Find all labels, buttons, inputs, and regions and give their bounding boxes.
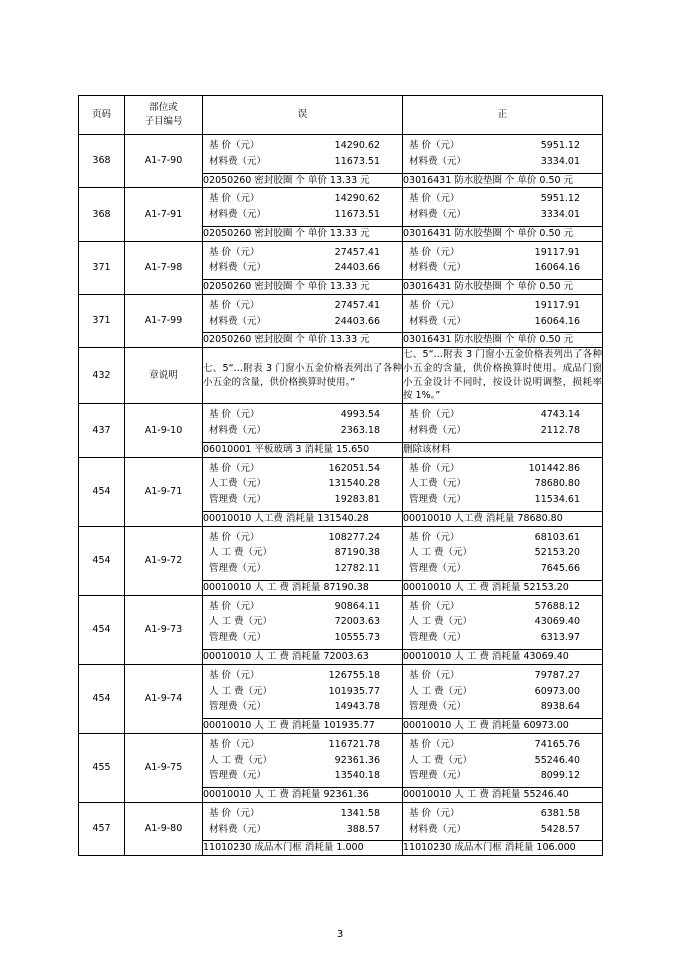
- right-values: [403, 527, 602, 580]
- cell-wrong-values: [203, 294, 403, 333]
- value-label: 基 价（元）: [409, 807, 460, 819]
- cell-right-values: [403, 526, 603, 580]
- value-label: 基 价（元）: [209, 140, 260, 151]
- value-label: 人 工 费（元）: [409, 616, 473, 628]
- cell-code: A1-9-80: [125, 802, 203, 855]
- value-amount: 3334.01: [540, 155, 580, 167]
- value-line: [403, 245, 602, 261]
- value-label: 基 价（元）: [209, 299, 260, 311]
- value-amount: 72003.63: [334, 616, 380, 628]
- value-line: [203, 138, 402, 154]
- value-amount: 4743.14: [540, 409, 580, 421]
- cell-right-material: 03016431 防水胶垫圈 个 单价 0.50 元: [403, 280, 603, 295]
- cell-right-values: [403, 802, 603, 841]
- value-amount: 14290.62: [334, 140, 380, 151]
- value-label: 基 价（元）: [409, 738, 460, 750]
- cell-code: A1-7-99: [125, 294, 203, 347]
- value-line: [203, 260, 402, 276]
- cell-code: A1-9-74: [125, 664, 203, 733]
- cell-right-values: [403, 135, 603, 174]
- value-label: 基 价（元）: [209, 600, 260, 612]
- value-amount: 10555.73: [334, 632, 380, 644]
- value-line: [203, 699, 402, 715]
- cell-right-note: 七、5“…附表 3 门窗小五金价格表列出了各种小五金的含量，供价格换算时使用。成品门窗小五金设计不同时，按设计说明调整，损耗率按 1%。”: [403, 348, 603, 404]
- value-label: 材料费（元）: [209, 425, 267, 437]
- value-amount: 78680.80: [534, 478, 580, 490]
- right-values: [403, 665, 602, 718]
- value-line: [203, 476, 402, 492]
- value-label: 人 工 费（元）: [209, 754, 273, 766]
- value-amount: 6313.97: [540, 632, 580, 644]
- value-line: [203, 561, 402, 577]
- wrong-values: [203, 596, 402, 649]
- cell-wrong-values: [203, 241, 403, 280]
- value-label: 材料费（元）: [409, 315, 467, 327]
- header-page: 页码: [79, 96, 125, 135]
- cell-wrong-values: [203, 526, 403, 580]
- cell-code: A1-7-98: [125, 241, 203, 294]
- cell-wrong-values: [203, 802, 403, 841]
- value-amount: 92361.36: [334, 754, 380, 766]
- cell-right-values: [403, 404, 603, 443]
- cell-right-material: 03016431 防水胶垫圈 个 单价 0.50 元: [403, 226, 603, 241]
- value-line: [403, 314, 602, 330]
- value-label: 管理费（元）: [209, 563, 267, 575]
- value-label: 管理费（元）: [409, 701, 467, 713]
- value-amount: 24403.66: [334, 262, 380, 274]
- cell-page: 371: [79, 241, 125, 294]
- value-line: [203, 245, 402, 261]
- value-label: 人 工 费（元）: [209, 616, 273, 628]
- wrong-values: [203, 135, 402, 173]
- cell-wrong-material: 00010010 人 工 费 消耗量 87190.38: [203, 580, 403, 595]
- value-label: 材料费（元）: [409, 425, 467, 437]
- header-code: [125, 96, 203, 135]
- value-label: 材料费（元）: [209, 823, 267, 835]
- value-amount: 2112.78: [540, 425, 580, 437]
- right-values: [403, 404, 602, 442]
- value-line: [403, 461, 602, 477]
- value-line: [403, 561, 602, 577]
- value-line: [203, 407, 402, 423]
- value-label: 材料费（元）: [209, 209, 267, 221]
- value-label: 人 工 费（元）: [209, 547, 273, 559]
- cell-page: 454: [79, 595, 125, 664]
- value-label: 基 价（元）: [209, 193, 260, 205]
- value-line: [203, 599, 402, 615]
- cell-right-values: [403, 294, 603, 333]
- value-label: 基 价（元）: [409, 299, 460, 311]
- value-label: 管理费（元）: [209, 494, 267, 506]
- cell-code: A1-9-73: [125, 595, 203, 664]
- value-label: 管理费（元）: [409, 770, 467, 782]
- value-amount: 13540.18: [334, 770, 380, 782]
- value-amount: 5951.12: [540, 140, 580, 151]
- right-values: [403, 803, 602, 841]
- cell-page: 371: [79, 294, 125, 347]
- value-line: [403, 492, 602, 508]
- value-line: [203, 298, 402, 314]
- header-right: 正: [403, 96, 603, 135]
- value-line: [403, 737, 602, 753]
- value-label: 基 价（元）: [409, 531, 460, 543]
- table-row: [79, 188, 603, 227]
- header-wrong: 误: [203, 96, 403, 135]
- cell-wrong-material: 06010001 平板玻璃 3 消耗量 15.650: [203, 442, 403, 457]
- value-line: [403, 699, 602, 715]
- cell-wrong-material: 02050260 密封胶圈 个 单价 13.33 元: [203, 333, 403, 348]
- value-amount: 8938.64: [540, 701, 580, 713]
- value-amount: 60973.00: [534, 685, 580, 697]
- value-amount: 3334.01: [540, 209, 580, 221]
- value-label: 基 价（元）: [409, 140, 460, 151]
- table-row: [79, 802, 603, 841]
- value-line: [203, 530, 402, 546]
- cell-right-values: [403, 241, 603, 280]
- cell-page: 368: [79, 188, 125, 241]
- value-label: 基 价（元）: [209, 531, 260, 543]
- cell-wrong-values: [203, 188, 403, 227]
- wrong-values: [203, 803, 402, 841]
- cell-code: A1-7-90: [125, 135, 203, 188]
- value-line: [403, 191, 602, 207]
- table-row: [79, 595, 603, 649]
- value-label: 基 价（元）: [409, 246, 460, 258]
- value-amount: 43069.40: [534, 616, 580, 628]
- value-line: [203, 630, 402, 646]
- value-amount: 11673.51: [334, 209, 380, 221]
- wrong-values: [203, 734, 402, 787]
- cell-page: 432: [79, 348, 125, 404]
- value-amount: 1341.58: [340, 807, 380, 819]
- value-line: [403, 630, 602, 646]
- value-label: 基 价（元）: [209, 669, 260, 681]
- value-line: [203, 737, 402, 753]
- value-amount: 8099.12: [540, 770, 580, 782]
- cell-right-material: 11010230 成品木门框 消耗量 106.000: [403, 841, 603, 856]
- cell-wrong-material: 00010010 人工费 消耗量 131540.28: [203, 511, 403, 526]
- value-line: [403, 753, 602, 769]
- value-line: [203, 545, 402, 561]
- wrong-values: [203, 458, 402, 511]
- value-label: 管理费（元）: [409, 494, 467, 506]
- value-amount: 131540.28: [328, 478, 380, 490]
- value-line: [403, 684, 602, 700]
- cell-page: 454: [79, 526, 125, 595]
- value-amount: 24403.66: [334, 315, 380, 327]
- value-line: [403, 476, 602, 492]
- value-amount: 162051.54: [328, 462, 380, 474]
- value-line: [403, 298, 602, 314]
- value-amount: 14943.78: [334, 701, 380, 713]
- value-line: [203, 753, 402, 769]
- value-line: [403, 207, 602, 223]
- table-row: [79, 733, 603, 787]
- value-label: 基 价（元）: [209, 807, 260, 819]
- cell-right-material: 00010010 人 工 费 消耗量 43069.40: [403, 649, 603, 664]
- value-label: 人工费（元）: [209, 478, 267, 490]
- value-amount: 11673.51: [334, 155, 380, 167]
- wrong-values: [203, 295, 402, 333]
- header-code-line2: 子目编号: [144, 116, 183, 127]
- value-amount: 19117.91: [534, 299, 580, 311]
- cell-page: 457: [79, 802, 125, 855]
- right-values: [403, 295, 602, 333]
- errata-table: [78, 95, 603, 856]
- value-label: 管理费（元）: [209, 632, 267, 644]
- value-amount: 6381.58: [540, 807, 580, 819]
- value-line: [403, 154, 602, 170]
- value-amount: 11534.61: [534, 494, 580, 506]
- header-code-line1: 部位或: [149, 101, 178, 113]
- value-label: 人 工 费（元）: [409, 754, 473, 766]
- cell-wrong-material: 11010230 成品木门框 消耗量 1.000: [203, 841, 403, 856]
- cell-code: A1-7-91: [125, 188, 203, 241]
- value-label: 材料费（元）: [209, 155, 267, 167]
- cell-wrong-values: [203, 733, 403, 787]
- cell-page: 454: [79, 664, 125, 733]
- value-line: [203, 668, 402, 684]
- value-label: 材料费（元）: [409, 209, 467, 221]
- page-number: 3: [336, 929, 344, 940]
- value-line: [203, 806, 402, 822]
- cell-wrong-note: 七、5“…附表 3 门窗小五金价格表列出了各种小五金的含量，供价格换算时使用。”: [203, 348, 403, 404]
- right-values: [403, 242, 602, 280]
- value-line: [203, 423, 402, 439]
- value-amount: 74165.76: [534, 738, 580, 750]
- cell-wrong-values: [203, 404, 403, 443]
- cell-wrong-material: 02050260 密封胶圈 个 单价 13.33 元: [203, 280, 403, 295]
- cell-wrong-material: 02050260 密封胶圈 个 单价 13.33 元: [203, 226, 403, 241]
- value-amount: 87190.38: [334, 547, 380, 559]
- value-amount: 12782.11: [334, 563, 380, 575]
- header-row: [79, 96, 603, 135]
- value-label: 材料费（元）: [409, 823, 467, 835]
- value-amount: 16064.16: [534, 262, 580, 274]
- value-label: 人工费（元）: [409, 478, 467, 490]
- value-amount: 14290.62: [334, 193, 380, 205]
- value-line: [203, 191, 402, 207]
- value-label: 基 价（元）: [409, 600, 460, 612]
- cell-code: 章说明: [125, 348, 203, 404]
- value-line: [203, 768, 402, 784]
- value-label: 人 工 费（元）: [409, 685, 473, 697]
- value-amount: 4993.54: [340, 409, 380, 421]
- table-body: [79, 135, 603, 856]
- value-label: 材料费（元）: [409, 155, 467, 167]
- cell-right-values: [403, 188, 603, 227]
- cell-code: A1-9-75: [125, 733, 203, 802]
- value-amount: 27457.41: [334, 299, 380, 311]
- value-amount: 19117.91: [534, 246, 580, 258]
- value-amount: 2363.18: [340, 425, 380, 437]
- value-amount: 388.57: [346, 823, 380, 835]
- table-row: [79, 404, 603, 443]
- value-line: [403, 668, 602, 684]
- table-row: [79, 135, 603, 174]
- wrong-values: [203, 665, 402, 718]
- cell-wrong-values: [203, 595, 403, 649]
- cell-right-material: 03016431 防水胶垫圈 个 单价 0.50 元: [403, 333, 603, 348]
- value-line: [203, 492, 402, 508]
- value-label: 管理费（元）: [209, 770, 267, 782]
- right-values: [403, 734, 602, 787]
- wrong-values: [203, 242, 402, 280]
- value-amount: 55246.40: [534, 754, 580, 766]
- value-label: 人 工 费（元）: [209, 685, 273, 697]
- value-amount: 5951.12: [540, 193, 580, 205]
- cell-wrong-material: 00010010 人 工 费 消耗量 72003.63: [203, 649, 403, 664]
- value-line: [403, 768, 602, 784]
- wrong-values: [203, 404, 402, 442]
- value-amount: 101935.77: [328, 685, 380, 697]
- value-amount: 27457.41: [334, 246, 380, 258]
- cell-code: A1-9-71: [125, 457, 203, 526]
- value-line: [403, 407, 602, 423]
- value-label: 基 价（元）: [409, 409, 460, 421]
- value-label: 材料费（元）: [409, 262, 467, 274]
- table-header: [79, 96, 603, 135]
- value-label: 管理费（元）: [409, 632, 467, 644]
- value-amount: 7645.66: [540, 563, 580, 575]
- cell-page: 437: [79, 404, 125, 457]
- value-line: [403, 599, 602, 615]
- cell-wrong-values: [203, 135, 403, 174]
- cell-wrong-material: 00010010 人 工 费 消耗量 101935.77: [203, 719, 403, 734]
- cell-right-values: [403, 457, 603, 511]
- right-values: [403, 596, 602, 649]
- value-line: [203, 684, 402, 700]
- value-line: [403, 822, 602, 838]
- value-label: 基 价（元）: [209, 738, 260, 750]
- value-label: 基 价（元）: [409, 669, 460, 681]
- value-label: 基 价（元）: [209, 246, 260, 258]
- value-line: [403, 423, 602, 439]
- table-row: [79, 348, 603, 404]
- cell-page: 454: [79, 457, 125, 526]
- cell-wrong-values: [203, 457, 403, 511]
- value-amount: 79787.27: [534, 669, 580, 681]
- value-amount: 90864.11: [334, 600, 380, 612]
- value-label: 管理费（元）: [409, 563, 467, 575]
- cell-right-values: [403, 595, 603, 649]
- cell-right-material: 03016431 防水胶垫圈 个 单价 0.50 元: [403, 173, 603, 188]
- value-label: 人 工 费（元）: [409, 547, 473, 559]
- table-row: [79, 457, 603, 511]
- value-line: [403, 806, 602, 822]
- table-row: [79, 664, 603, 718]
- value-amount: 5428.57: [540, 823, 580, 835]
- cell-wrong-values: [203, 664, 403, 718]
- right-values: [403, 458, 602, 511]
- value-amount: 116721.78: [328, 738, 380, 750]
- value-amount: 68103.61: [534, 531, 580, 543]
- cell-code: A1-9-10: [125, 404, 203, 457]
- value-line: [203, 614, 402, 630]
- value-label: 基 价（元）: [409, 462, 460, 474]
- cell-page: 455: [79, 733, 125, 802]
- value-amount: 101442.86: [528, 462, 580, 474]
- cell-right-material: 00010010 人工费 消耗量 78680.80: [403, 511, 603, 526]
- table-row: [79, 294, 603, 333]
- value-label: 基 价（元）: [209, 409, 260, 421]
- cell-page: 368: [79, 135, 125, 188]
- cell-right-material: 00010010 人 工 费 消耗量 52153.20: [403, 580, 603, 595]
- value-label: 材料费（元）: [209, 315, 267, 327]
- table-row: [79, 526, 603, 580]
- value-line: [203, 154, 402, 170]
- value-line: [203, 461, 402, 477]
- cell-right-material: 00010010 人 工 费 消耗量 55246.40: [403, 788, 603, 803]
- value-line: [203, 207, 402, 223]
- value-amount: 108277.24: [328, 531, 380, 543]
- value-label: 管理费（元）: [209, 701, 267, 713]
- right-values: [403, 188, 602, 226]
- value-amount: 16064.16: [534, 315, 580, 327]
- value-amount: 57688.12: [534, 600, 580, 612]
- value-label: 基 价（元）: [409, 193, 460, 205]
- cell-right-values: [403, 664, 603, 718]
- value-line: [203, 314, 402, 330]
- value-line: [403, 614, 602, 630]
- cell-right-material: 删除该材料: [403, 442, 603, 457]
- cell-code: A1-9-72: [125, 526, 203, 595]
- wrong-values: [203, 527, 402, 580]
- value-line: [403, 545, 602, 561]
- cell-wrong-material: 02050260 密封胶圈 个 单价 13.33 元: [203, 173, 403, 188]
- right-values: [403, 135, 602, 173]
- cell-wrong-material: 00010010 人 工 费 消耗量 92361.36: [203, 788, 403, 803]
- value-line: [203, 822, 402, 838]
- value-amount: 19283.81: [334, 494, 380, 506]
- value-amount: 52153.20: [534, 547, 580, 559]
- value-amount: 126755.18: [328, 669, 380, 681]
- value-line: [403, 530, 602, 546]
- value-line: [403, 138, 602, 154]
- table-row: [79, 241, 603, 280]
- value-label: 基 价（元）: [209, 462, 260, 474]
- cell-right-material: 00010010 人 工 费 消耗量 60973.00: [403, 719, 603, 734]
- value-label: 材料费（元）: [209, 262, 267, 274]
- wrong-values: [203, 188, 402, 226]
- value-line: [403, 260, 602, 276]
- cell-right-values: [403, 733, 603, 787]
